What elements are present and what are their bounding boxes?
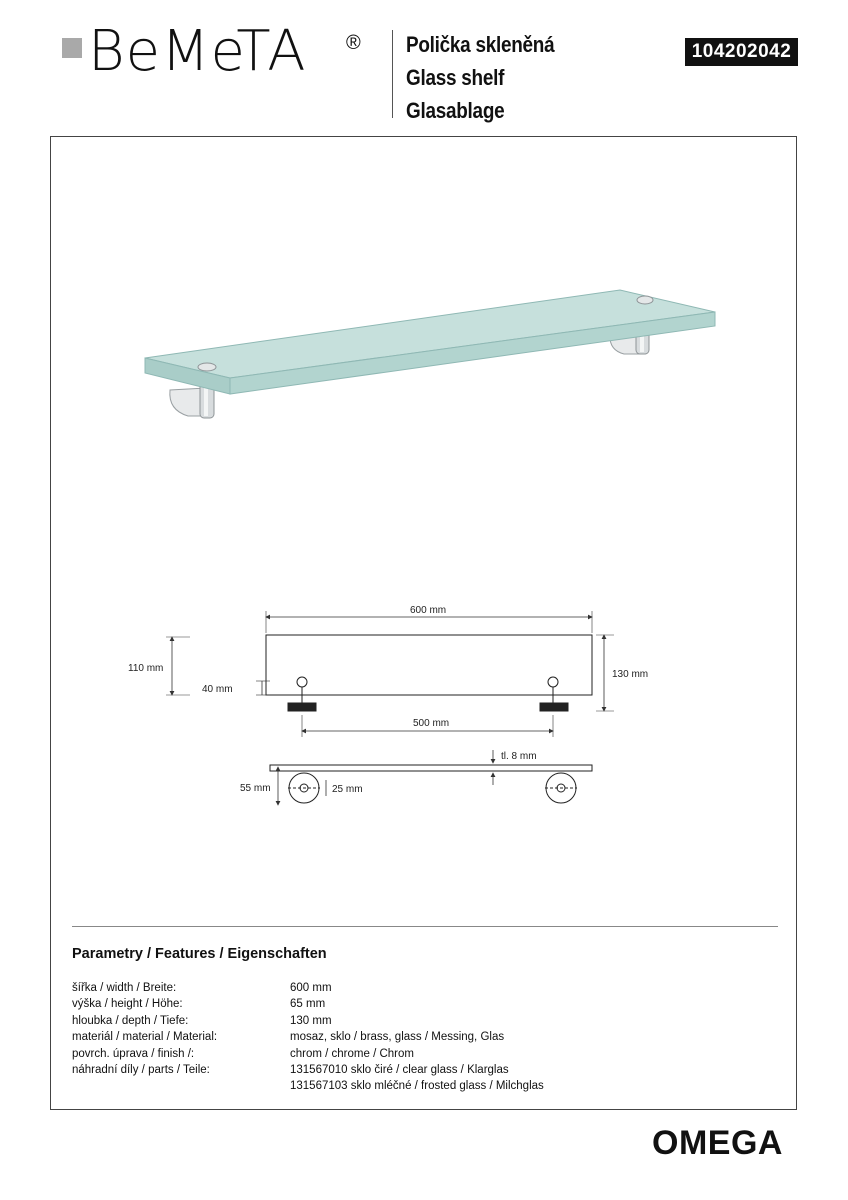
- spec-value: 131567103 sklo mléčné / frosted glass / Milchglas: [290, 1080, 544, 1093]
- right-cap: [637, 296, 653, 304]
- registered-mark: ®: [346, 32, 361, 54]
- title-de: Glasablage: [406, 98, 505, 123]
- spec-row-finish: [72, 1046, 544, 1062]
- spec-row-height: [72, 996, 544, 1012]
- spec-label: šířka / width / Breite:: [72, 982, 177, 994]
- product-titles: [406, 28, 579, 127]
- spec-label: materiál / material / Material:: [72, 1031, 218, 1044]
- spec-value: 65 mm: [290, 998, 326, 1011]
- brand-logo: [62, 19, 382, 90]
- logo-square: [62, 38, 82, 58]
- dim-bracket-height: 40 mm: [202, 684, 233, 695]
- spec-row-depth: [72, 1013, 544, 1029]
- spec-row-width: [72, 980, 544, 996]
- front-view: [266, 635, 592, 711]
- spec-value: 130 mm: [290, 1014, 332, 1027]
- spec-label-empty: [72, 1078, 290, 1094]
- dim-height-total: 110 mm: [128, 663, 164, 674]
- spec-row-material: [72, 1029, 544, 1045]
- left-cap: [198, 363, 216, 371]
- top-view: [270, 765, 592, 803]
- spec-value: 600 mm: [290, 982, 332, 994]
- product-code: 104202042: [685, 38, 798, 66]
- dim-bracket-spacing: 500 mm: [413, 718, 450, 729]
- dimension-drawing: [120, 595, 680, 825]
- dim-depth: 130 mm: [612, 669, 649, 680]
- spec-value: mosaz, sklo / brass, glass / Messing, Glas: [290, 1031, 505, 1044]
- logo-wordmark: BeMeTA: [88, 19, 307, 84]
- dim-width-total: 600 mm: [410, 605, 447, 616]
- features-title: Parametry / Features / Eigenschaften: [72, 946, 327, 962]
- series-name: OMEGA: [652, 1124, 783, 1162]
- title-cz: Polička skleněná: [406, 32, 555, 57]
- spec-value: chrom / chrome / Chrom: [290, 1047, 414, 1060]
- spec-label: výška / height / Höhe:: [72, 998, 183, 1011]
- spec-row-parts-2: [72, 1078, 544, 1094]
- spec-value: 131567010 sklo čiré / clear glass / Klarglas: [290, 1064, 509, 1077]
- spec-label: náhradní díly / parts / Teile:: [72, 1064, 210, 1077]
- spec-label: povrch. úprava / finish /:: [72, 1047, 195, 1060]
- dim-mount-height: 55 mm: [240, 783, 271, 794]
- spec-label: hloubka / depth / Tiefe:: [72, 1014, 189, 1027]
- spec-row-parts: [72, 1062, 544, 1078]
- features-divider: [72, 926, 778, 927]
- dim-glass-thickness: tl. 8 mm: [501, 751, 537, 762]
- dim-mount-diameter: 25 mm: [332, 784, 363, 795]
- title-en: Glass shelf: [406, 65, 505, 90]
- spec-table: [72, 980, 544, 1095]
- header-divider: [392, 30, 393, 118]
- product-image: [140, 270, 730, 430]
